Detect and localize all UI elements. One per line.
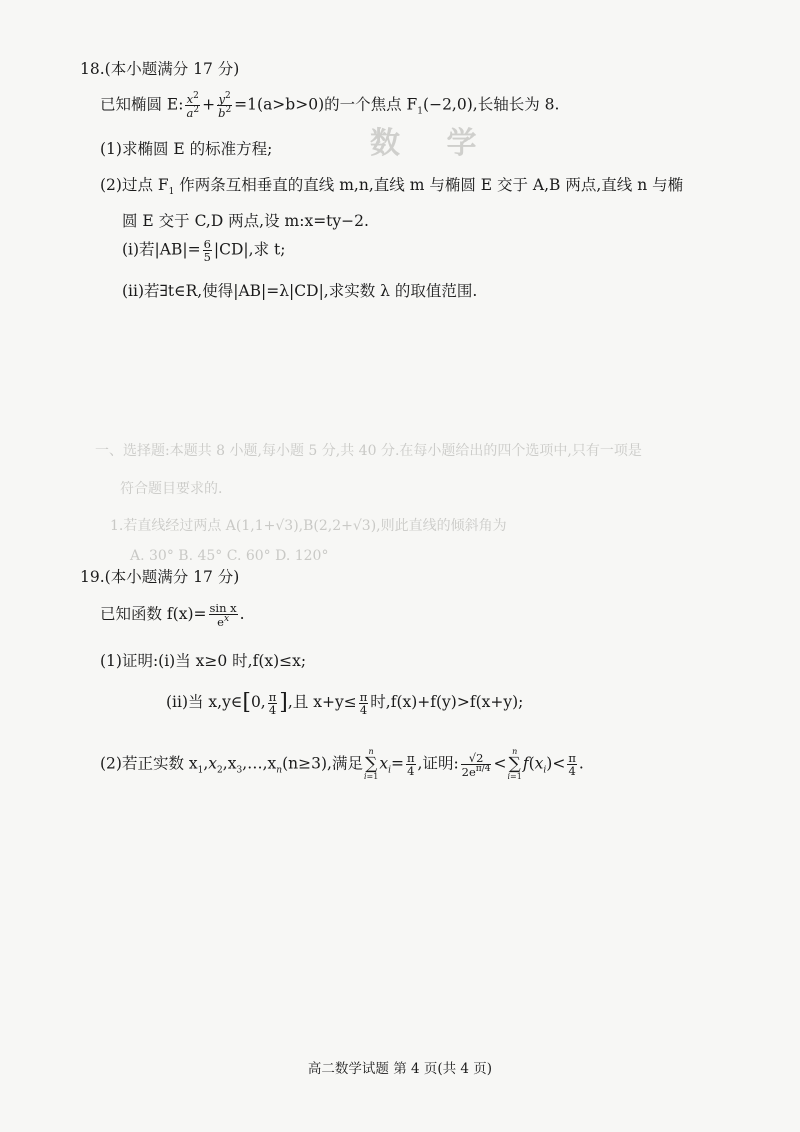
- problem-18-intro: 已知椭圆 E: $\frac{x^2}{a^2}$ + $\frac{y^2}{b^2}$ =1(a>b>0)的一个焦点 $F_1(-2,0)$,长轴长为 8.: [100, 91, 560, 120]
- page-footer: 高二数学试题 第 4 页(共 4 页): [307, 1061, 493, 1077]
- problem-19-part2: (2)若正实数 $x_1,x_2,x_3,\dots,x_n(n\ge 3)$,满足n ∑ $i=1x_i=$ $\frac{\pi}{4}$ ,证明: $\frac{√2}{2e^{\pi/4}}$ <n ∑ $i=1f(x_i)<$ $\frac{\pi}{4}$ .: [100, 747, 584, 781]
- problem-19-part1-i: (1)证明:(i)当 x≥0 时,f(x)≤x;: [100, 652, 307, 670]
- bleed-through-line: 符合题目要求的.: [120, 481, 223, 497]
- problem-19-intro: 已知函数 f(x)= $\frac{\text{sin x}}{e^x}$ .: [100, 601, 245, 629]
- problem-18-part2-line1: (2)过点 $F_1$ 作两条互相垂直的直线 m,n,直线 m 与椭圆 E 交于 A,B 两点,直线 n 与椭: [100, 176, 684, 198]
- problem-18-part1: (1)求椭圆 E 的标准方程;: [100, 140, 273, 158]
- problem-18-part2-line2: 圆 E 交于 C,D 两点,设 m:x=ty−2.: [122, 212, 369, 230]
- bleed-through-line: 一、选择题:本题共 8 小题,每小题 5 分,共 40 分.在每小题给出的四个选项中,只有一项是: [95, 443, 642, 459]
- problem-18-sub-i: (i)若|AB|= $\frac{6}{5}$ |CD|,求 t;: [122, 237, 286, 265]
- problem-19-part1-ii: (ii)当 x,y∈[0, $\frac{\pi}{4}$ ],且 x+y≤ $\frac{\pi}{4}$ 时,f(x)+f(y)>f(x+y);: [166, 689, 524, 717]
- problem-18-sub-ii: (ii)若∃t∈R,使得|AB|=λ|CD|,求实数 λ 的取值范围.: [122, 282, 478, 300]
- problem-19-header: 19.(本小题满分 17 分): [80, 568, 240, 586]
- problem-18-header: 18.(本小题满分 17 分): [80, 60, 240, 78]
- bleed-through-line: A. 30° B. 45° C. 60° D. 120°: [130, 548, 329, 564]
- bleed-through-line: 1.若直线经过两点 A(1,1+√3),B(2,2+√3),则此直线的倾斜角为: [110, 518, 507, 534]
- bleed-through-title: 数 学: [370, 126, 495, 161]
